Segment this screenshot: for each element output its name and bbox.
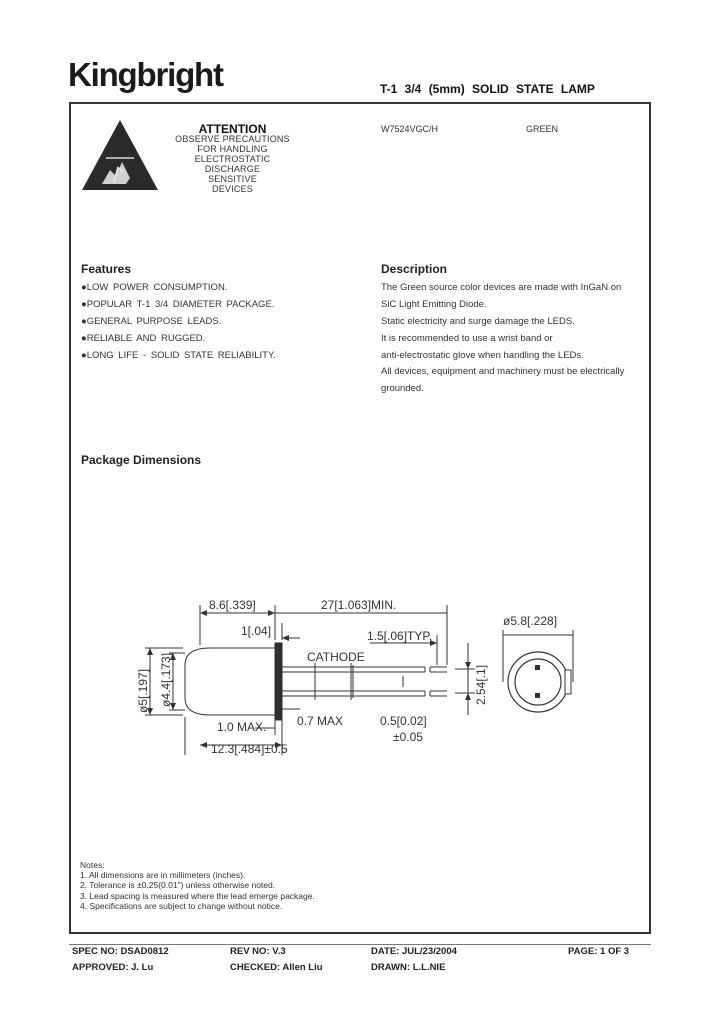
- esd-warning-icon: [80, 118, 160, 193]
- package-title: Package Dimensions: [81, 453, 202, 467]
- checked-by: CHECKED: Allen Liu: [230, 962, 323, 973]
- led-flange: [275, 643, 282, 720]
- footer-divider: [69, 944, 651, 945]
- note-line: 2. Tolerance is ±0.25(0.01") unless otherwise noted.: [80, 880, 276, 890]
- spec-number: SPEC NO: DSAD0812: [72, 946, 169, 957]
- drawn-by: DRAWN: L.L.NIE: [371, 962, 446, 973]
- features-title: Features: [81, 262, 132, 276]
- datasheet-frame: [69, 102, 651, 934]
- feature-item: ●LONG LIFE - SOLID STATE RELIABILITY.: [81, 350, 276, 361]
- dim-overall: 12.3[.484]±0.5: [211, 742, 288, 756]
- dim-flange: 1[.04]: [241, 624, 272, 638]
- description-line: It is recommended to use a wrist band or: [381, 333, 553, 344]
- dim-body-length: 8.6[.339]: [209, 598, 256, 612]
- attention-line: DISCHARGE: [204, 164, 261, 174]
- part-number: W7524VGC/H: [381, 124, 439, 134]
- notes-title: Notes:: [80, 860, 105, 870]
- document-date: DATE: JUL/23/2004: [371, 946, 457, 957]
- package-dimensions-drawing: [125, 595, 595, 760]
- description-title: Description: [381, 262, 448, 276]
- dim-max-1: 1.0 MAX.: [217, 720, 267, 734]
- document-title: T-1 3/4 (5mm) SOLID STATE LAMP: [380, 82, 595, 96]
- dim-max-07: 0.7 MAX: [297, 714, 344, 728]
- feature-item: ●GENERAL PURPOSE LEADS.: [81, 316, 222, 327]
- dim-lead-pitch: 1.5[.06]TYP.: [367, 629, 433, 643]
- attention-line: FOR HANDLING: [197, 144, 268, 154]
- attention-line: ELECTROSTATIC: [194, 154, 271, 164]
- dim-dia-inner: ø4.4[.173]: [159, 652, 173, 707]
- dim-flange-dia: ø5.8[.228]: [503, 614, 558, 628]
- note-line: 4. Specifications are subject to change without notice.: [80, 901, 283, 911]
- feature-item: ●LOW POWER CONSUMPTION.: [81, 282, 228, 293]
- part-color: GREEN: [526, 124, 559, 134]
- company-logo: Kingbright: [68, 56, 223, 93]
- dim-dia-outer: ø5[.197]: [136, 668, 150, 713]
- note-line: 1. All dimensions are in millimeters (inches).: [80, 870, 246, 880]
- dim-lead-square: 0.5[0.02]: [380, 714, 427, 728]
- dim-spacing: 2.54[.1]: [474, 664, 488, 705]
- attention-line: OBSERVE PRECAUTIONS: [175, 134, 290, 144]
- led-body: [185, 648, 275, 715]
- approved-by: APPROVED: J. Lu: [72, 962, 154, 973]
- description-line: anti-electrostatic glove when handling the LEDs.: [381, 350, 584, 361]
- attention-line: SENSITIVE: [208, 174, 257, 184]
- attention-line: DEVICES: [212, 184, 253, 194]
- dim-lead-tol: ±0.05: [393, 730, 423, 744]
- description-line: Static electricity and surge damage the LEDS.: [381, 316, 575, 327]
- description-line: grounded.: [381, 383, 424, 394]
- feature-item: ●RELIABLE AND RUGGED.: [81, 333, 206, 344]
- description-line: All devices, equipment and machinery must be electrically: [381, 366, 625, 377]
- note-line: 3. Lead spacing is measured where the lead emerge package.: [80, 891, 315, 901]
- feature-item: ●POPULAR T-1 3/4 DIAMETER PACKAGE.: [81, 299, 275, 310]
- page-number: PAGE: 1 OF 3: [568, 946, 630, 957]
- revision-number: REV NO: V.3: [230, 946, 286, 957]
- cathode-label: CATHODE: [307, 650, 365, 664]
- description-line: The Green source color devices are made with InGaN on: [381, 282, 622, 293]
- dim-lead-length: 27[1.063]MIN.: [321, 598, 397, 612]
- description-line: SiC Light Emitting Diode.: [381, 299, 487, 310]
- attention-title: ATTENTION: [198, 122, 267, 136]
